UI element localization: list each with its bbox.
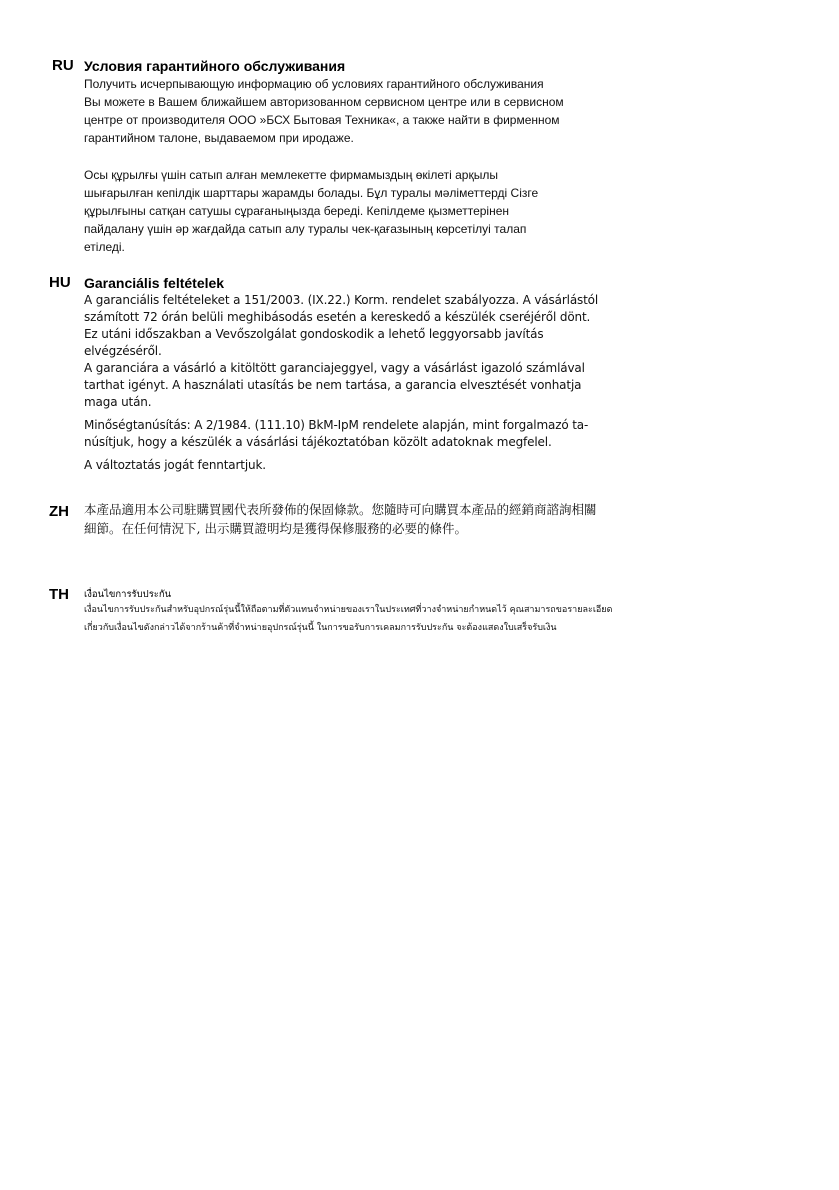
hu-paragraph-4: A változtatás jogát fenntartjuk.	[84, 458, 266, 472]
hu-paragraph-2: A garanciára a vásárló a kitöltött garanciajeggyel, vagy a vásárlást igazoló számlával tarthat igényt. A használati utasítás be nem tartása, a garancia elvesztését vonhatja maga után.	[84, 361, 585, 409]
ru-paragraph-1: Получить исчерпывающую информацию об условиях гарантийного обслуживания Вы можете в Вашем ближайшем авторизованном сервисном центре или в сервисном центре от производителя ООО »БСХ Бытовая Техника«, а также найти в фирменном гарантийном талоне, выдаваемом при иродаже.	[84, 77, 564, 145]
language-code-hu: HU	[49, 274, 71, 291]
section-hu-body	[84, 274, 684, 474]
section-zh-body	[84, 500, 704, 538]
language-code-zh: ZH	[49, 503, 69, 520]
section-title-hu: Garanciális feltételek	[84, 275, 225, 291]
section-th-body	[84, 588, 704, 637]
th-paragraph-1: เงื่อนไขการรับประกันสำหรับอุปกรณ์รุ่นนี้ให้ถือตามที่ตัวแทนจำหน่ายของเราในประเทศที่วางจำหน่ายกำหนดไว้ คุณสามารถขอรายละเอียด เกี่ยวกับเงื่อนไขดังกล่าวได้จากร้านค้าที่จำหน่ายอุปกรณ์รุ่นนี้ ในการขอรับการเคลมการรับประกัน จะต้องแสดงใบเสร็จรับเงิน	[84, 605, 613, 633]
section-title-ru: Условия гарантийного обслуживания	[84, 58, 346, 74]
zh-paragraph-1: 本產品適用本公司駐購買國代表所發佈的保固條款。您隨時可向購買本產品的經銷商諮詢相關 細節。在任何情況下, 出示購買證明均是獲得保修服務的必要的條件。	[84, 502, 597, 536]
kz-paragraph: Осы құрылғы үшін сатып алған мемлекетте фирмамыздың өкілеті арқылы шығарылған кепілдік шарттары жарамды болады. Бұл туралы мәліметтерді Сізге құрылғыны сатқан сатушы сұрағаныңызда береді. Кепілдеме қызметтерінен пайдалану үшін әр жағдайда сатып алу туралы чек-қағазының көрсетілуі талап етіледі.	[84, 168, 539, 254]
section-title-th: เงื่อนไขการรับประกัน	[84, 589, 172, 600]
hu-paragraph-1: A garanciális feltételeket a 151/2003. (IX.22.) Korm. rendelet szabályozza. A vásárlástól számított 72 órán belüli meghibásodás esetén a kereskedő a készülék cseréjéről dönt. Ez utáni időszakban a Vevőszolgálat gondoskodik a lehető leggyorsabb javítás elvégzéséről.	[84, 293, 599, 358]
section-ru-body	[84, 57, 684, 256]
language-code-th: TH	[49, 586, 69, 603]
hu-paragraph-3: Minőségtanúsítás: A 2/1984. (111.10) BkM-IpM rendelete alapján, mint forgalmazó ta- núsítjuk, hogy a készülék a vásárlási tájékoztatóban közölt adatoknak megfelel.	[84, 418, 589, 449]
language-code-ru: RU	[52, 57, 74, 74]
